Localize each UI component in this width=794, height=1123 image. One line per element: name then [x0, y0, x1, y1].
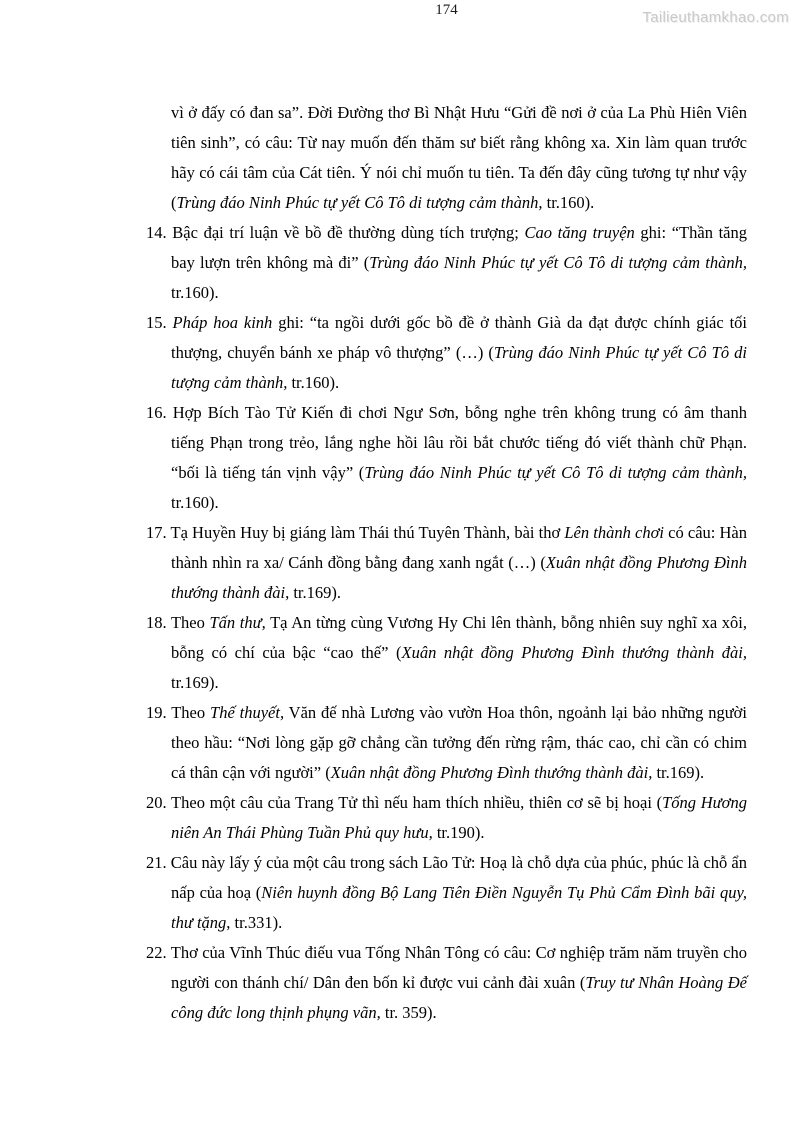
regular-text: tr.160). [171, 283, 219, 302]
regular-text: tr.190). [432, 823, 485, 842]
regular-text: vì ở đấy có đan sa”. Đời Đường thơ Bì Nhật Hưu “Gửi đề nơi ở của La Phù Hiên Viên tiên sinh”, có câu: Từ nay muốn đến thăm sư biết rằng không xa. Xin làm quan trước hãy có cái tâm của Cát tiên. Ý nói chỉ muốn tu tiên. Ta đến đây cũng tương tự như vậy ( [171, 103, 747, 212]
regular-text: , tr.169). [285, 583, 341, 602]
regular-text: Theo [170, 613, 210, 632]
note-item-22 [146, 938, 747, 1028]
note-item-19 [146, 698, 747, 788]
regular-text: Hợp Bích Tào Tử Kiến đi chơi Ngư Sơn, bỗng nghe trên không trung có âm thanh tiếng Phạn trong trẻo, lắng nghe hồi lâu rồi bắt chước tiếng đó viết thành chữ Phạn. “bối là tiếng tán vịnh vậy” ( [171, 403, 747, 482]
note-item-18 [146, 608, 747, 698]
note-number: 20. [146, 793, 172, 812]
note-number: 15. [146, 313, 173, 332]
regular-text: tr.169). [652, 763, 705, 782]
regular-text: tr.160). [171, 493, 219, 512]
italic-text: Cao tăng truyện [524, 223, 635, 242]
regular-text: Bậc đại trí luận về bồ đề thường dùng tích trượng; [172, 223, 525, 242]
watermark-text: Tailieuthamkhao.com [642, 9, 789, 26]
italic-text: Xuân nhật đồng Phương Đình thướng thành đài [171, 553, 747, 602]
note-number: 21. [146, 853, 171, 872]
note-number: 18. [146, 613, 171, 632]
italic-text: Trùng đáo Ninh Phúc tự yết Cô Tô di tượng cảm thành, [364, 463, 747, 482]
note-number: 19. [146, 703, 172, 722]
italic-text: Trùng đáo Ninh Phúc tự yết Cô Tô di tượng cảm thành, [369, 253, 747, 272]
regular-text: Thơ của Vĩnh Thúc điếu vua Tống Nhân Tông có câu: Cơ nghiệp trăm năm truyền cho người con thánh chí/ Dân đen bốn kỉ được vui cảnh đài xuân ( [170, 943, 747, 992]
note-item-17 [146, 518, 747, 608]
note-item-20 [146, 788, 747, 848]
italic-text: Lên thành chơi [564, 523, 664, 542]
italic-text: Tấn thư, [209, 613, 266, 632]
regular-text: tr.169). [171, 673, 219, 692]
note-number: 17. [146, 523, 171, 542]
regular-text: , tr.331). [226, 913, 283, 932]
note-item-21 [146, 848, 747, 938]
italic-text: Xuân nhật đồng Phương Đình thướng thành đài, [401, 643, 747, 662]
regular-text: Theo [171, 703, 211, 722]
notes-content [146, 98, 747, 1028]
note-item-15 [146, 308, 747, 398]
regular-text: Câu này lấy ý của một câu trong sách Lão Tử: Hoạ là chỗ dựa của phúc, phúc là chỗ ẩn nấp của hoạ ( [170, 853, 748, 902]
italic-text: Trùng đáo Ninh Phúc tự yết Cô Tô di tượng cảm thành, [171, 343, 747, 392]
italic-text: Truy tư Nhân Hoàng Đế công đức long thịnh phụng vãn, [171, 973, 747, 1022]
note-item-14 [146, 218, 747, 308]
notes-list [146, 218, 747, 1028]
italic-text: Thế thuyết, [210, 703, 285, 722]
regular-text: tr.160). [287, 373, 340, 392]
note-number: 14. [146, 223, 173, 242]
regular-text: Văn đế nhà Lương vào vườn Hoa thôn, ngoảnh lại bảo những người theo hầu: “Nơi lòng gặp gỡ chẳng cần tưởng đến rừng rậm, thác cao, chỉ cần có chim cá thân cận với người” ( [171, 703, 747, 782]
regular-text: Tạ Huyền Huy bị giáng làm Thái thú Tuyên Thành, bài thơ [170, 523, 565, 542]
regular-text: ghi: “Thần tăng bay lượn trên không mà đi” ( [171, 223, 748, 272]
note-number: 22. [146, 943, 171, 962]
intro-paragraph [146, 98, 747, 218]
regular-text: ghi: “ta ngồi dưới gốc bồ đề ở thành Già da đạt được chính giác tối thượng, chuyển bánh xe pháp vô thượng” (…) ( [171, 313, 747, 362]
regular-text: Tạ An từng cùng Vương Hy Chi lên thành, bỗng nhiên suy nghĩ xa xôi, bỗng có chí của bậc “cao thế” ( [171, 613, 747, 662]
italic-text: Tống Hương niên An Thái Phùng Tuần Phủ quy hưu, [171, 793, 747, 842]
regular-text: Theo một câu của Trang Tử thì nếu ham thích nhiều, thiên cơ sẽ bị hoại ( [171, 793, 663, 812]
italic-text: Niên huynh đồng Bộ Lang Tiên Điền Nguyễn Tụ Phủ Cẩm Đình bãi quy, thư tặng [171, 883, 747, 932]
italic-text: Xuân nhật đồng Phương Đình thướng thành đài, [330, 763, 653, 782]
regular-text: có câu: Hàn thành nhìn ra xa/ Cánh đồng bằng đang xanh ngắt (…) ( [171, 523, 747, 572]
italic-text: Pháp hoa kinh [172, 313, 273, 332]
note-item-16 [146, 398, 747, 518]
page-number: 174 [435, 2, 458, 18]
italic-text: Trùng đáo Ninh Phúc tự yết Cô Tô di tượng cảm thành, [176, 193, 543, 212]
note-number: 16. [146, 403, 173, 422]
regular-text: tr.160). [542, 193, 595, 212]
regular-text: tr. 359). [380, 1003, 437, 1022]
